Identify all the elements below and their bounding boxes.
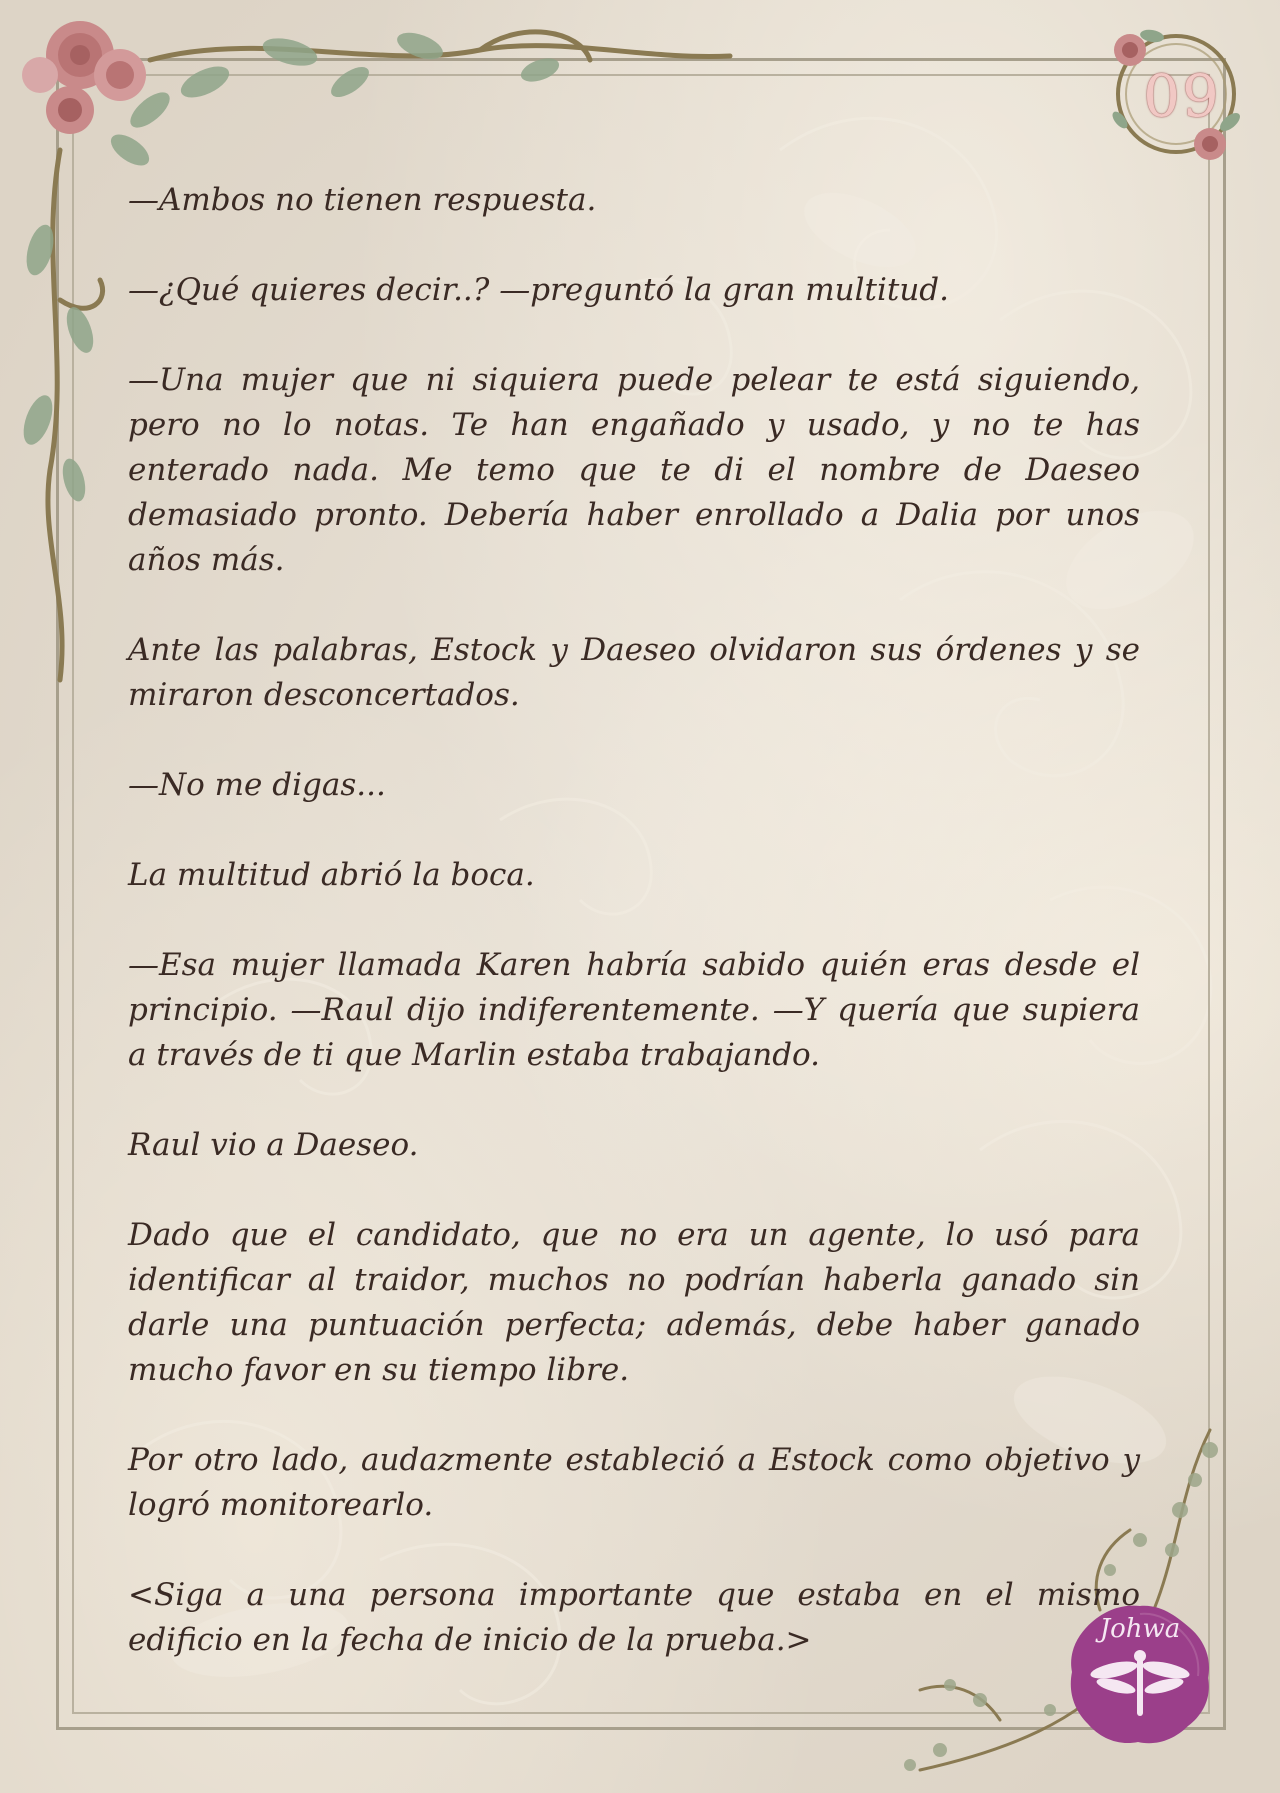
paragraph: Ante las palabras, Estock y Daeseo olvidaron sus órdenes y se miraron desconcertados. <box>128 632 1140 713</box>
paragraph: Por otro lado, audazmente estableció a Estock como objetivo y logró monitorearlo. <box>128 1442 1140 1523</box>
paragraph: Raul vio a Daeseo. <box>128 1127 419 1163</box>
paragraph: —¿Qué quieres decir..? —preguntó la gran multitud. <box>128 272 950 308</box>
paragraph: La multitud abrió la boca. <box>128 857 535 893</box>
paragraph: —Una mujer que ni siquiera puede pelear te está siguiendo, pero no lo notas. Te han engañado y usado, y no te has enterado nada. Me temo que te di el nombre de Daeseo demasiado pronto. Debería haber enrollado a Dalia por unos años más. <box>128 362 1140 578</box>
paragraph: <Siga a una persona importante que estaba en el mismo edificio en la fecha de inicio de la prueba.> <box>128 1577 1140 1658</box>
watermark-label: Johwa <box>1099 1614 1181 1644</box>
paragraph: Dado que el candidato, que no era un agente, lo usó para identificar al traidor, muchos no podrían haberla ganado sin darle una puntuación perfecta; además, debe haber ganado mucho favor en su tiempo libre. <box>128 1217 1140 1388</box>
paragraph: —Ambos no tienen respuesta. <box>128 182 597 218</box>
story-text <box>128 178 1140 1663</box>
page-number: 09 <box>1143 62 1221 130</box>
paragraph: —Esa mujer llamada Karen habría sabido quién eras desde el principio. —Raul dijo indiferentemente. —Y quería que supiera a través de ti que Marlin estaba trabajando. <box>128 947 1140 1073</box>
paragraph: —No me digas... <box>128 767 386 803</box>
